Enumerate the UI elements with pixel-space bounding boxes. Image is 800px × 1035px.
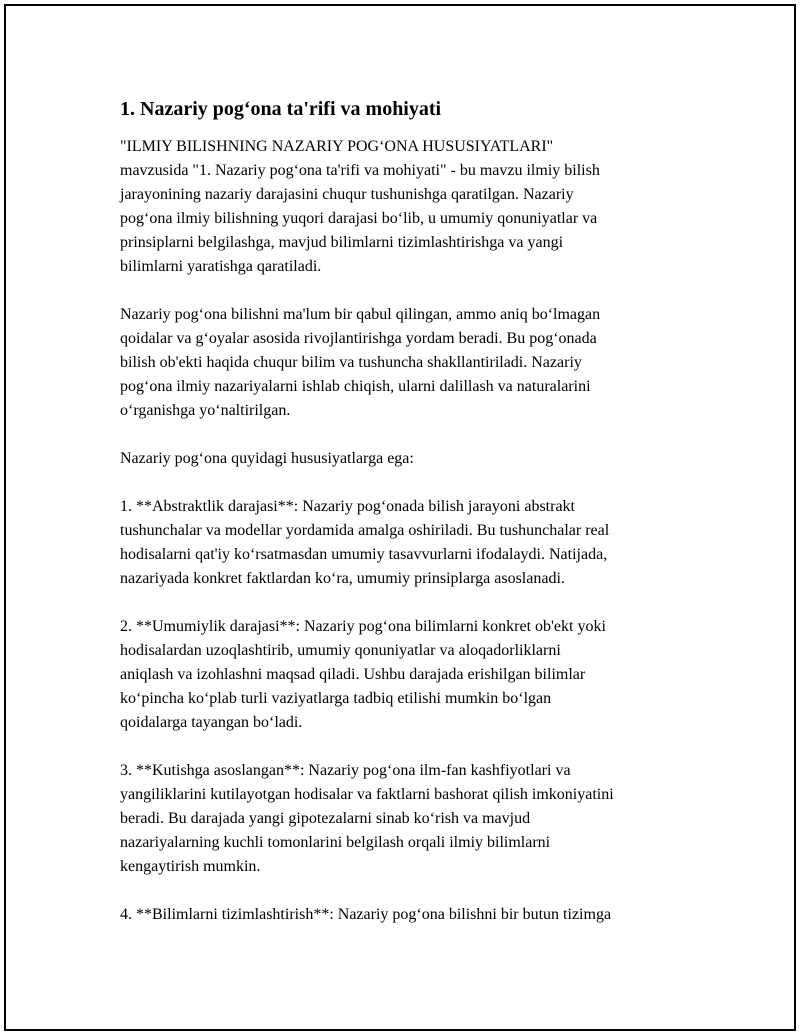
text-line: nazariyalarning kuchli tomonlarini belgilash orqali ilmiy bilimlarni	[120, 834, 551, 851]
text-line: aniqlash va izohlashni maqsad qiladi. Ushbu darajada erishilgan bilimlar	[120, 666, 586, 683]
document-page	[4, 4, 796, 1031]
text-line: yangiliklarini kutilayotgan hodisalar va faktlarni bashorat qilish imkoniyatini	[120, 786, 614, 803]
paragraph-intro	[120, 135, 700, 279]
text-line: 2. **Umumiylik darajasi**: Nazariy pog‘ona bilimlarni konkret ob'ekt yoki	[120, 618, 606, 635]
paragraph-feature-systematization	[120, 903, 700, 927]
text-line: pog‘ona ilmiy bilishning yuqori darajasi bo‘lib, u umumiy qonuniyatlar va	[120, 210, 598, 227]
text-line: kengaytirish mumkin.	[120, 858, 261, 875]
text-line: beradi. Bu darajada yangi gipotezalarni sinab ko‘rish va mavjud	[120, 810, 531, 827]
paragraph-feature-expectation	[120, 759, 700, 879]
text-line: "ILMIY BILISHNING NAZARIY POG‘ONA HUSUSIYATLARI"	[120, 138, 554, 155]
text-line: Nazariy pog‘ona quyidagi hususiyatlarga ega:	[120, 450, 414, 467]
paragraph-development	[120, 303, 700, 423]
text-line: 3. **Kutishga asoslangan**: Nazariy pog‘ona ilm-fan kashfiyotlari va	[120, 762, 571, 779]
text-line: bilimlarni yaratishga qaratiladi.	[120, 258, 322, 275]
paragraph-features-intro	[120, 447, 700, 471]
text-line: ko‘pincha ko‘plab turli vaziyatlarga tadbiq etilishi mumkin bo‘lgan	[120, 690, 552, 707]
text-line: o‘rganishga yo‘naltirilgan.	[120, 402, 291, 419]
document-body	[120, 96, 700, 951]
text-line: pog‘ona ilmiy nazariyalarni ishlab chiqish, ularni dalillash va naturalarini	[120, 378, 591, 395]
text-line: qoidalarga tayangan bo‘ladi.	[120, 714, 303, 731]
text-line: Nazariy pog‘ona bilishni ma'lum bir qabul qilingan, ammo aniq bo‘lmagan	[120, 306, 601, 323]
text-line: nazariyada konkret faktlardan ko‘ra, umumiy prinsiplarga asoslanadi.	[120, 570, 565, 587]
text-line: qoidalar va g‘oyalar asosida rivojlantirishga yordam beradi. Bu pog‘onada	[120, 330, 597, 347]
text-line: 4. **Bilimlarni tizimlashtirish**: Nazariy pog‘ona bilishni bir butun tizimga	[120, 906, 612, 923]
text-line: tushunchalar va modellar yordamida amalga oshiriladi. Bu tushunchalar real	[120, 522, 610, 539]
text-line: bilish ob'ekti haqida chuqur bilim va tushuncha shakllantiriladi. Nazariy	[120, 354, 582, 371]
paragraph-feature-generality	[120, 615, 700, 735]
text-line: prinsiplarni belgilashga, mavjud bilimlarni tizimlashtirishga va yangi	[120, 234, 564, 251]
text-line: hodisalardan uzoqlashtirib, umumiy qonuniyatlar va aloqadorliklarni	[120, 642, 561, 659]
text-line: 1. **Abstraktlik darajasi**: Nazariy pog‘onada bilish jarayoni abstrakt	[120, 498, 575, 515]
text-line: hodisalarni qat'iy ko‘rsatmasdan umumiy tasavvurlarni ifodalaydi. Natijada,	[120, 546, 608, 563]
paragraph-feature-abstraction	[120, 495, 700, 591]
text-line: mavzusida "1. Nazariy pog‘ona ta'rifi va mohiyati" - bu mavzu ilmiy bilish	[120, 162, 600, 179]
section-heading: 1. Nazariy pog‘ona ta'rifi va mohiyati	[120, 98, 442, 120]
text-line: jarayonining nazariy darajasini chuqur tushunishga qaratilgan. Nazariy	[120, 186, 574, 203]
